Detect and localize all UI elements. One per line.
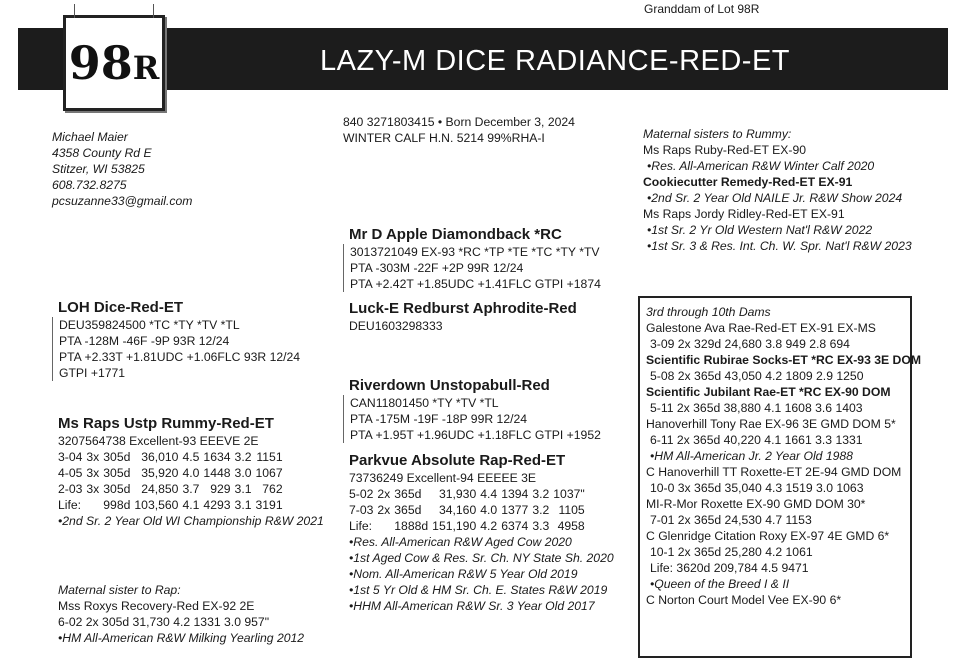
owner-address2: Stitzer, WI 53825 <box>52 162 145 176</box>
owner-email[interactable]: pcsuzanne33@gmail.com <box>52 194 193 208</box>
sire-dam-line: DEU1603298333 <box>349 319 443 333</box>
lot-number-card <box>63 15 165 111</box>
sister-record: 6-02 2x 305d 31,730 4.2 1331 3.0 957" <box>58 615 270 629</box>
dam-dam-award: •HHM All-American R&W Sr. 3 Year Old 2017 <box>349 599 595 613</box>
sister-award: •2nd Sr. 2 Year Old NAILE Jr. R&W Show 2024 <box>647 191 903 205</box>
section-heading: Maternal sisters to Rummy: <box>643 127 792 141</box>
dams-box <box>638 296 921 658</box>
dam-name-line: MI-R-Mor Roxette EX-90 GMD DOM 30* <box>646 497 866 511</box>
dam-record-line: 3-09 2x 329d 24,680 3.8 949 2.8 694 <box>650 337 850 351</box>
dam-name: Ms Raps Ustp Rummy-Red-ET <box>58 415 274 432</box>
lot-number: 98 <box>68 36 133 90</box>
dam-award: •2nd Sr. 2 Year Old WI Championship R&W 2021 <box>58 514 324 528</box>
animal-id-birth: 840 3271803415 • Born December 3, 2024 <box>343 115 575 129</box>
dam-sire-line: CAN11801450 *TY *TV *TL <box>350 396 499 410</box>
owner-block <box>52 129 192 209</box>
dam-dam-name: Parkvue Absolute Rap-Red-ET <box>349 452 566 469</box>
dam-name-line: Scientific Rubirae Socks-ET *RC EX-93 3E DOM <box>646 353 921 367</box>
dam-id: 3207564738 Excellent-93 EEEVE 2E <box>58 434 259 448</box>
dam-records <box>58 449 287 513</box>
table-row: 7-03 2x 365d 34,160 4.0 1377 3.2 1105 <box>349 503 585 517</box>
sister-award: •1st Sr. 3 & Res. Int. Ch. W. Spr. Nat'l R&W 2023 <box>647 239 912 253</box>
section-heading: Maternal sister to Rap: <box>58 583 181 597</box>
sister-award: •1st Sr. 2 Yr Old Western Nat'l R&W 2022 <box>647 223 873 237</box>
dam-sire-line: PTA +1.95T +1.96UDC +1.18FLC GTPI +1952 <box>350 428 601 442</box>
sire-dam-name: Luck-E Redburst Aphrodite-Red <box>349 300 577 317</box>
dam-block <box>58 414 324 529</box>
sire-dam-block <box>349 299 577 334</box>
table-row: 5-02 2x 365d 31,930 4.4 1394 3.2 1037" <box>349 487 585 501</box>
dam-record-line: 10-1 2x 365d 25,280 4.2 1061 <box>650 545 813 559</box>
top-note: Granddam of Lot 98R <box>644 2 760 16</box>
dam-name-line: Scientific Jubilant Rae-ET *RC EX-90 DOM <box>646 385 891 399</box>
dam-dam-block <box>349 451 614 614</box>
dam-sire-name: Riverdown Unstopabull-Red <box>349 377 550 394</box>
sire-sire-name: Mr D Apple Diamondback *RC <box>349 226 562 243</box>
table-row: Life: 1888d 151,190 4.2 6374 3.3 4958 <box>349 519 585 533</box>
owner-address1: 4358 County Rd E <box>52 146 152 160</box>
hanger-line-right <box>153 4 154 18</box>
dam-dam-records <box>349 486 589 534</box>
sister-award: •HM All-American R&W Milking Yearling 2012 <box>58 631 305 645</box>
dam-dam-award: •Res. All-American R&W Aged Cow 2020 <box>349 535 572 549</box>
sire-line: DEU359824500 *TC *TY *TV *TL <box>59 318 240 332</box>
dam-name-line: C Glenridge Citation Roxy EX-97 4E GMD 6* <box>646 529 890 543</box>
dam-dam-award: •1st 5 Yr Old & HM Sr. Ch. E. States R&W 2019 <box>349 583 608 597</box>
dam-name-line: C Hanoverhill TT Roxette-ET 2E-94 GMD DOM <box>646 465 902 479</box>
dam-record-line: 7-01 2x 365d 24,530 4.7 1153 <box>650 513 812 527</box>
sire-block <box>52 298 300 381</box>
sister-name: Ms Raps Jordy Ridley-Red-ET EX-91 <box>643 207 845 221</box>
dams-lines <box>646 320 921 608</box>
dam-sire-block <box>343 376 601 443</box>
sire-line: GTPI +1771 <box>59 366 126 380</box>
dam-record-line: •Queen of the Breed I & II <box>650 577 790 591</box>
dam-name-line: Hanoverhill Tony Rae EX-96 3E GMD DOM 5* <box>646 417 896 431</box>
maternal-sisters-rummy <box>643 126 912 254</box>
table-row: 3-04 3x 305d 36,010 4.5 1634 3.2 1151 <box>58 450 283 464</box>
dam-name-line: Galestone Ava Rae-Red-ET EX-91 EX-MS <box>646 321 876 335</box>
sire-line: PTA +2.33T +1.81UDC +1.06FLC 93R 12/24 <box>59 350 301 364</box>
owner-phone: 608.732.8275 <box>52 178 127 192</box>
dam-record-line: 5-08 2x 365d 43,050 4.2 1809 2.9 1250 <box>650 369 864 383</box>
sire-sire-line: PTA -303M -22F +2P 99R 12/24 <box>350 261 524 275</box>
sister-name: Mss Roxys Recovery-Red EX-92 2E <box>58 599 255 613</box>
sister-name: Ms Raps Ruby-Red-ET EX-90 <box>643 143 807 157</box>
animal-class: WINTER CALF H.N. 5214 99%RHA-I <box>343 131 545 145</box>
dam-record-line: 10-0 3x 365d 35,040 4.3 1519 3.0 1063 <box>650 481 864 495</box>
dam-sire-line: PTA -175M -19F -18P 99R 12/24 <box>350 412 528 426</box>
sister-award: •Res. All-American R&W Winter Calf 2020 <box>647 159 875 173</box>
dam-name-line: C Norton Court Model Vee EX-90 6* <box>646 593 842 607</box>
dam-record-line: 6-11 2x 365d 40,220 4.1 1661 3.3 1331 <box>650 433 863 447</box>
page-title: LAZY-M DICE RADIANCE-RED-ET <box>319 45 791 77</box>
table-row: Life: 998d 103,560 4.1 4293 3.1 3191 <box>58 498 283 512</box>
sire-line: PTA -128M -46F -9P 93R 12/24 <box>59 334 230 348</box>
table-row: 4-05 3x 305d 35,920 4.0 1448 3.0 1067 <box>58 466 283 480</box>
dam-record-line: 5-11 2x 365d 38,880 4.1 1608 3.6 1403 <box>650 401 863 415</box>
dam-record-line: Life: 3620d 209,784 4.5 9471 <box>650 561 809 575</box>
dam-dam-id: 73736249 Excellent-94 EEEEE 3E <box>349 471 537 485</box>
table-row: 2-03 3x 305d 24,850 3.7 929 3.1 762 <box>58 482 283 496</box>
sister-name: Cookiecutter Remedy-Red-ET EX-91 <box>643 175 853 189</box>
sire-sire-block <box>343 225 601 292</box>
lot-suffix: R <box>132 49 160 87</box>
dam-dam-award: •1st Aged Cow & Res. Sr. Ch. NY State Sh. 2020 <box>349 551 614 565</box>
maternal-sister-rap <box>58 582 304 646</box>
hanger-line-left <box>74 4 75 18</box>
sire-name: LOH Dice-Red-ET <box>58 299 184 316</box>
dam-dam-award: •Nom. All-American R&W 5 Year Old 2019 <box>349 567 578 581</box>
box-heading: 3rd through 10th Dams <box>646 305 771 319</box>
animal-info <box>343 114 575 146</box>
dam-record-line: •HM All-American Jr. 2 Year Old 1988 <box>650 449 853 463</box>
sire-sire-line: PTA +2.42T +1.85UDC +1.41FLC GTPI +1874 <box>350 277 601 291</box>
owner-name: Michael Maier <box>52 130 128 144</box>
sire-sire-line: 3013721049 EX-93 *RC *TP *TE *TC *TY *TV <box>350 245 600 259</box>
